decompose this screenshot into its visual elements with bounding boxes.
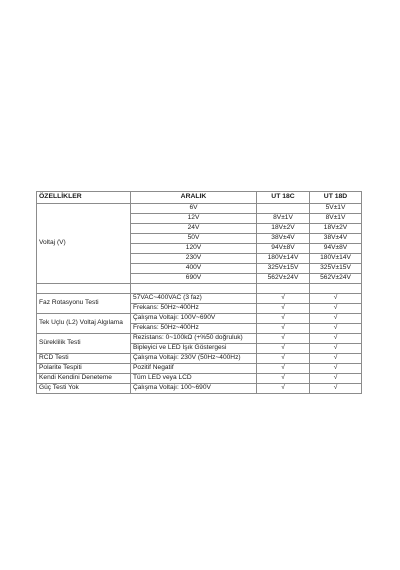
ut18d-cell: √ xyxy=(310,314,362,324)
ut18d-cell: √ xyxy=(310,304,362,314)
spacer-cell xyxy=(310,284,362,294)
range-cell: Çalışma Voltajı: 230V (50Hz~400Hz) xyxy=(131,354,257,364)
ut18d-cell: √ xyxy=(310,354,362,364)
range-cell: Tüm LED veya LCD xyxy=(131,374,257,384)
header-ut18c: UT 18C xyxy=(257,192,310,204)
ut18c-cell: √ xyxy=(257,314,310,324)
range-cell: Frekans: 50Hz~400Hz xyxy=(131,324,257,334)
ut18d-cell: √ xyxy=(310,324,362,334)
table-row xyxy=(37,354,362,364)
ut18d-cell: 562V±24V xyxy=(310,274,362,284)
range-cell: 400V xyxy=(131,264,257,274)
ut18c-cell: 18V±2V xyxy=(257,224,310,234)
ut18c-cell: 180V±14V xyxy=(257,254,310,264)
ut18d-cell: √ xyxy=(310,294,362,304)
range-cell: 230V xyxy=(131,254,257,264)
range-cell: 50V xyxy=(131,234,257,244)
range-cell: 12V xyxy=(131,214,257,224)
ut18d-cell: √ xyxy=(310,384,362,394)
ut18c-cell: √ xyxy=(257,324,310,334)
ut18d-cell: 8V±1V xyxy=(310,214,362,224)
polarity-label: Polarite Tespiti xyxy=(37,364,131,374)
ut18c-cell: √ xyxy=(257,304,310,314)
header-ut18d: UT 18D xyxy=(310,192,362,204)
ut18d-cell: 325V±15V xyxy=(310,264,362,274)
ut18c-cell: 94V±8V xyxy=(257,244,310,254)
ut18c-cell: √ xyxy=(257,374,310,384)
ut18d-cell: √ xyxy=(310,374,362,384)
ut18d-cell: √ xyxy=(310,334,362,344)
table-row xyxy=(37,374,362,384)
table-row xyxy=(37,314,362,324)
table-row xyxy=(37,294,362,304)
ut18c-cell xyxy=(257,204,310,214)
ut18c-cell: √ xyxy=(257,344,310,354)
ut18c-cell: 38V±4V xyxy=(257,234,310,244)
ut18c-cell: 325V±15V xyxy=(257,264,310,274)
ut18c-cell: 562V±24V xyxy=(257,274,310,284)
table-row xyxy=(37,384,362,394)
ut18d-cell: 5V±1V xyxy=(310,204,362,214)
ut18c-cell: √ xyxy=(257,354,310,364)
rcd-label: RCD Testi xyxy=(37,354,131,364)
range-cell: Çalışma Voltajı: 100~690V xyxy=(131,384,257,394)
table-row xyxy=(37,204,362,214)
table-row xyxy=(37,334,362,344)
ut18c-cell: √ xyxy=(257,294,310,304)
ut18c-cell: √ xyxy=(257,334,310,344)
ut18c-cell: √ xyxy=(257,384,310,394)
range-cell: Pozitif Negatif xyxy=(131,364,257,374)
spacer-cell xyxy=(257,284,310,294)
range-cell: 120V xyxy=(131,244,257,254)
ut18d-cell: √ xyxy=(310,364,362,374)
ut18c-cell: 8V±1V xyxy=(257,214,310,224)
range-cell: Çalışma Voltajı: 100V~690V xyxy=(131,314,257,324)
ut18d-cell: √ xyxy=(310,344,362,354)
spacer-row xyxy=(37,284,362,294)
range-cell: Frekans: 50Hz~400Hz xyxy=(131,304,257,314)
ut18d-cell: 94V±8V xyxy=(310,244,362,254)
ut18d-cell: 180V±14V xyxy=(310,254,362,264)
ut18d-cell: 18V±2V xyxy=(310,224,362,234)
spacer-cell xyxy=(37,284,131,294)
range-cell: Bipleyici ve LED Işık Göstergesi xyxy=(131,344,257,354)
header-range: ARALIK xyxy=(131,192,257,204)
selftest-label: Kendi Kendini Deneteme xyxy=(37,374,131,384)
spec-table xyxy=(36,191,362,394)
spec-sheet xyxy=(36,191,361,394)
ut18c-cell: √ xyxy=(257,364,310,374)
range-cell: 57VAC~400VAC (3 faz) xyxy=(131,294,257,304)
table-row xyxy=(37,364,362,374)
single-pole-label: Tek Uçlu (L2) Voltaj Algılama xyxy=(37,314,131,334)
spacer-cell xyxy=(131,284,257,294)
header-row xyxy=(37,192,362,204)
range-cell: 24V xyxy=(131,224,257,234)
range-cell: Rezistans: 0~100kΩ (+%50 doğruluk) xyxy=(131,334,257,344)
range-cell: 6V xyxy=(131,204,257,214)
power-test-label: Güç Testi Yok xyxy=(37,384,131,394)
range-cell: 690V xyxy=(131,274,257,284)
phase-label: Faz Rotasyonu Testi xyxy=(37,294,131,314)
ut18d-cell: 38V±4V xyxy=(310,234,362,244)
header-feature: ÖZELLİKLER xyxy=(37,192,131,204)
continuity-label: Süreklilik Testi xyxy=(37,334,131,354)
voltage-label: Voltaj (V) xyxy=(37,204,131,284)
